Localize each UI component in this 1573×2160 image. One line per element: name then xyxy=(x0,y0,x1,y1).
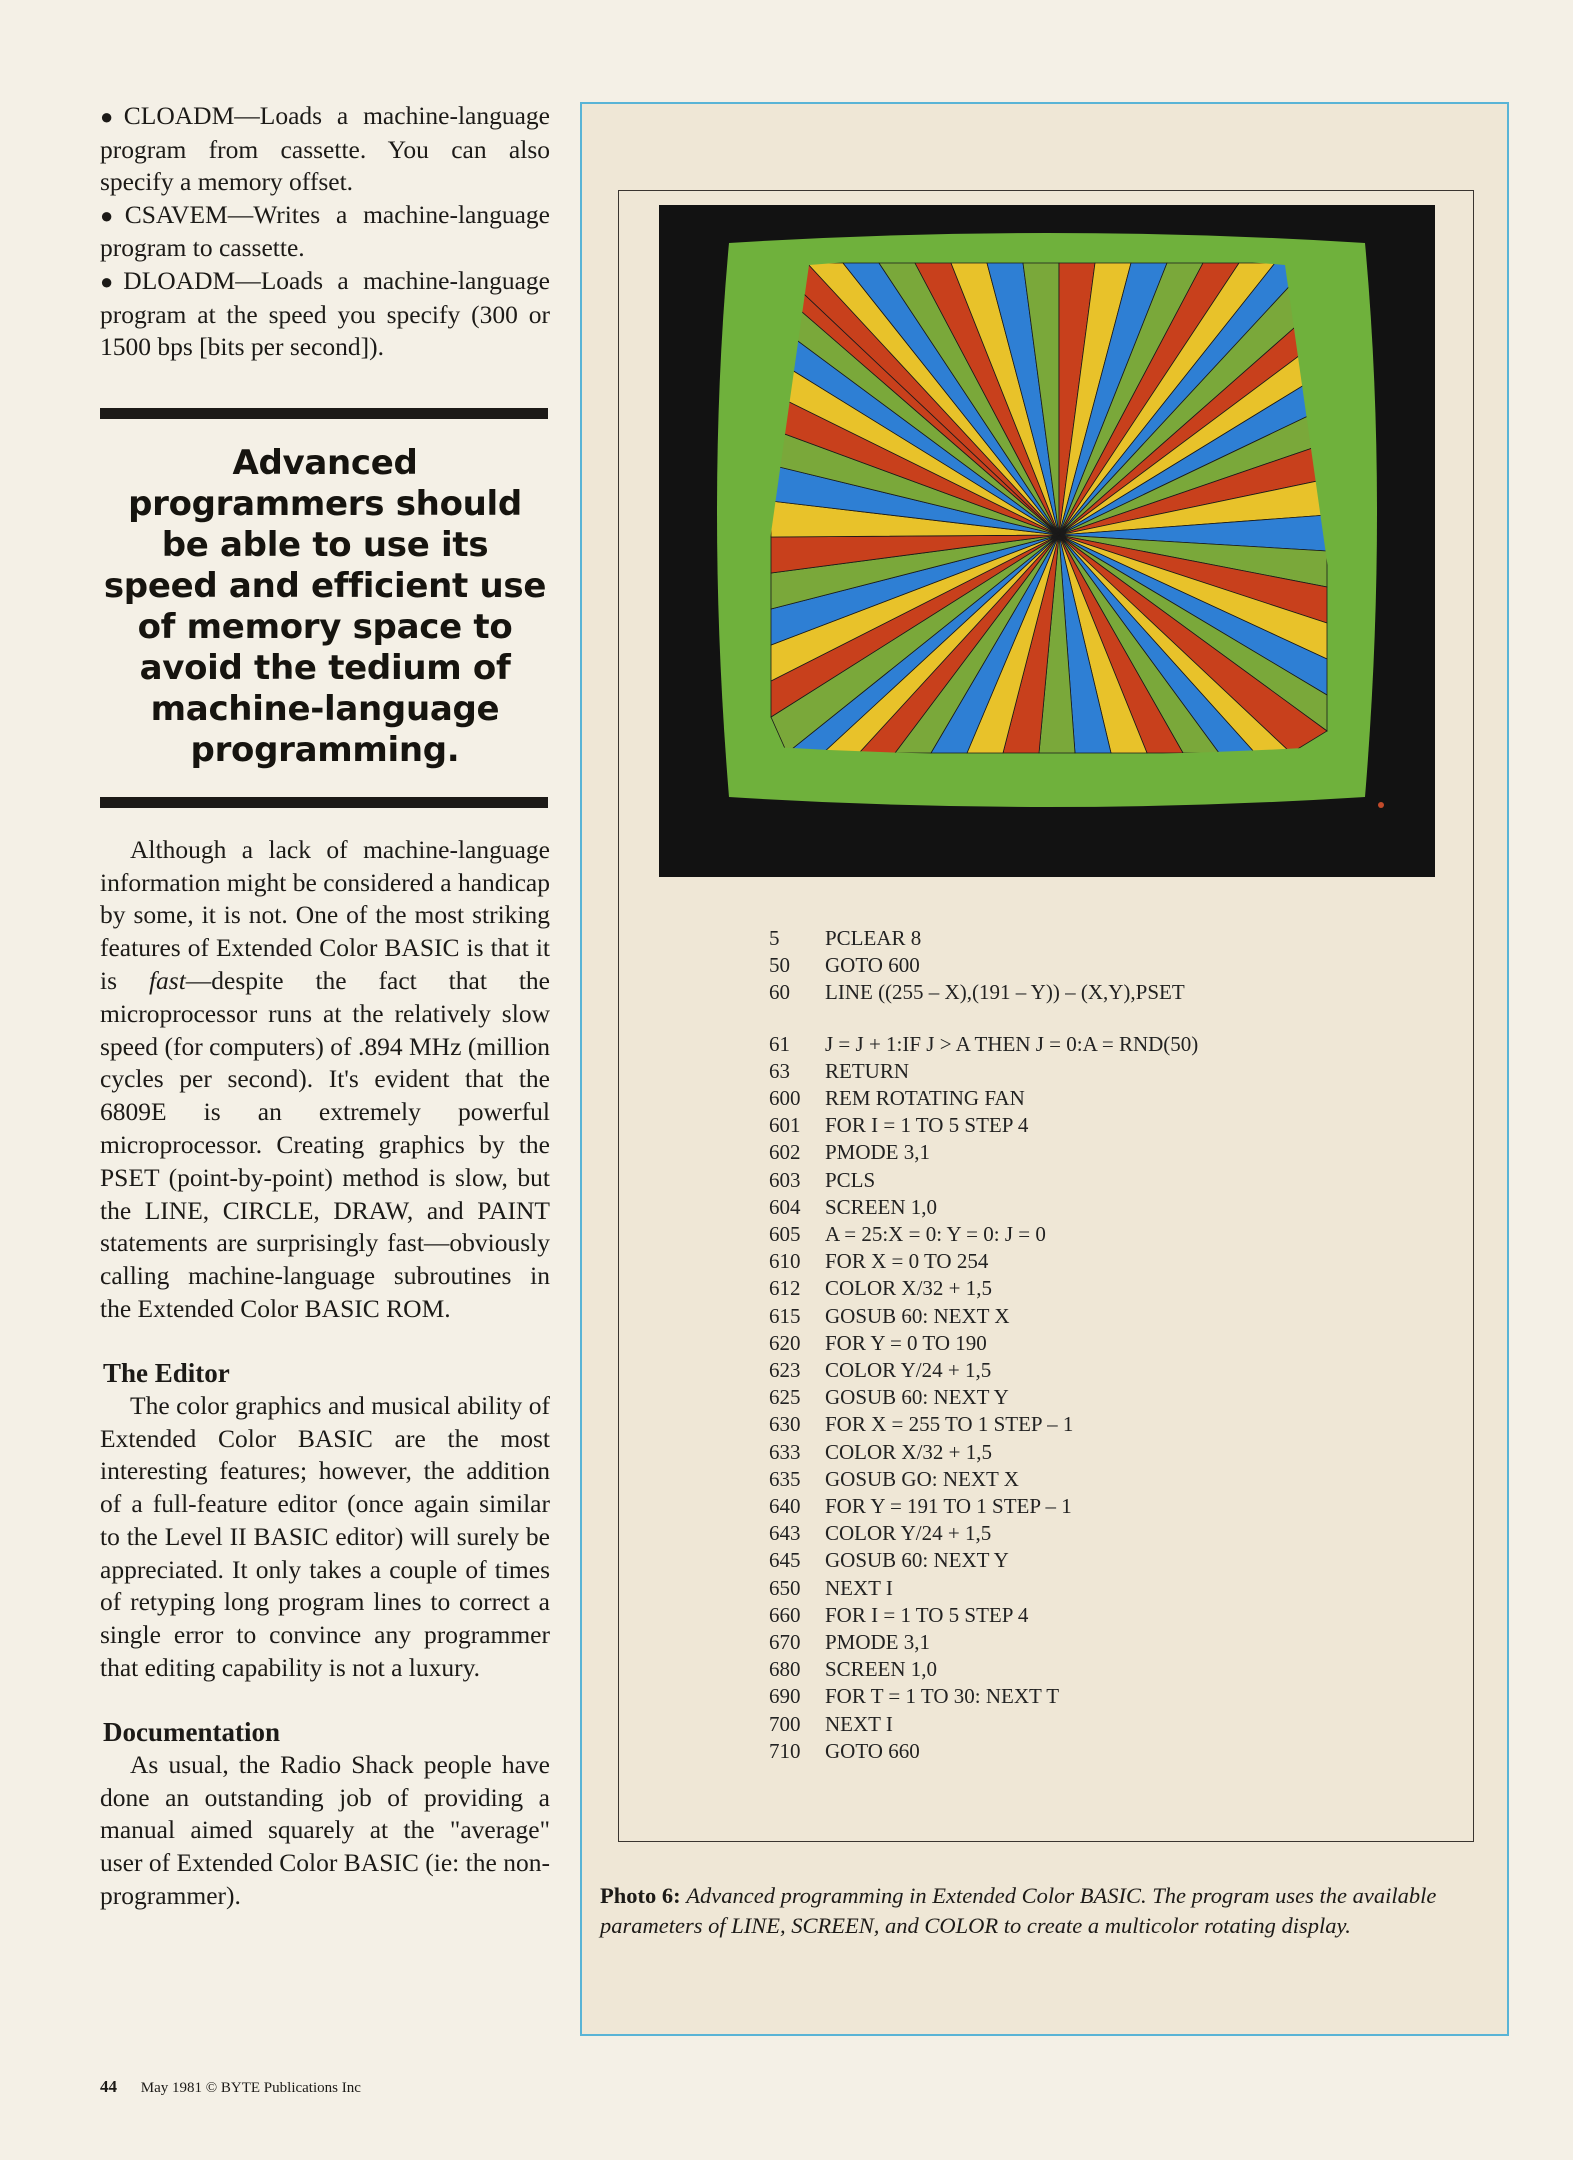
line-code: GOSUB 60: NEXT X xyxy=(825,1303,1010,1328)
line-number: 670 xyxy=(769,1630,801,1655)
listing-line xyxy=(769,1656,1198,1683)
listing-line xyxy=(769,1466,1198,1493)
line-number: 630 xyxy=(769,1412,801,1437)
listing-line xyxy=(769,1520,1198,1547)
line-code: GOSUB 60: NEXT Y xyxy=(825,1385,1009,1410)
line-number: 690 xyxy=(769,1684,801,1709)
line-number: 643 xyxy=(769,1521,801,1546)
left-column xyxy=(100,100,550,1913)
listing-line xyxy=(769,1711,1198,1738)
line-code: FOR I = 1 TO 5 STEP 4 xyxy=(825,1113,1029,1138)
line-code: REM ROTATING FAN xyxy=(825,1086,1025,1111)
listing-line xyxy=(769,1602,1198,1629)
listing-line xyxy=(769,1058,1198,1085)
listing-line xyxy=(769,1547,1198,1574)
listing-line xyxy=(769,1439,1198,1466)
listing-line xyxy=(769,1139,1198,1166)
listing-line xyxy=(769,1303,1198,1330)
line-code: GOTO 660 xyxy=(825,1738,920,1763)
line-code: J = J + 1:IF J > A THEN J = 0:A = RND(50) xyxy=(825,1031,1199,1056)
line-code: COLOR Y/24 + 1,5 xyxy=(825,1358,992,1383)
line-code: RETURN xyxy=(825,1058,909,1083)
line-number: 710 xyxy=(769,1738,801,1763)
bullet-csavem: ●CSAVEM—Writes a machine-language program to cassette. xyxy=(100,199,551,263)
line-number: 602 xyxy=(769,1140,801,1165)
line-code: SCREEN 1,0 xyxy=(825,1657,938,1682)
paragraph-editor: The color graphics and musical ability of Extended Color BASIC are the most interesting features; however, the addition of a full-feature editor (once again similar to the Level II BASIC editor) will surely be appreciated. It only takes a couple of times of retyping long program lines to correct a single error to convince any programmer that editing capability is not a luxury. xyxy=(100,1390,550,1683)
heading-editor: The Editor xyxy=(103,1357,230,1388)
line-number: 604 xyxy=(769,1194,801,1219)
screen-glint xyxy=(1378,802,1384,808)
listing-line xyxy=(769,1031,1198,1058)
listing-line xyxy=(769,1493,1198,1520)
listing-line xyxy=(769,1629,1198,1656)
heading-documentation: Documentation xyxy=(103,1716,280,1747)
line-code: COLOR X/32 + 1,5 xyxy=(825,1439,993,1464)
bullet-list xyxy=(100,100,550,364)
listing-line xyxy=(769,1112,1198,1139)
listing-line xyxy=(769,1575,1198,1602)
line-code: NEXT I xyxy=(825,1575,893,1600)
figure-caption xyxy=(600,1881,1490,1941)
listing-line xyxy=(769,1330,1198,1357)
listing-line xyxy=(769,1384,1198,1411)
fan-pattern xyxy=(771,263,1327,753)
listing-gap xyxy=(769,1007,1198,1031)
pullquote: Advanced programmers should be able to use its speed and efficient use of memory space to avoid the tedium of machine-language programming. xyxy=(103,442,547,770)
line-number: 680 xyxy=(769,1657,801,1682)
pullquote-bottom-rule xyxy=(100,797,548,808)
line-code: FOR I = 1 TO 5 STEP 4 xyxy=(825,1602,1029,1627)
listing-line xyxy=(769,952,1198,979)
line-code: GOSUB GO: NEXT X xyxy=(825,1466,1019,1491)
line-code: SCREEN 1,0 xyxy=(825,1194,938,1219)
emphasis-fast: fast xyxy=(148,965,186,995)
paragraph-speed: Although a lack of machine-language information might be considered a handicap by some, it is not. One of the most striking features of Extended Color BASIC is that it is fast—despite the fact that the microprocessor runs at the relatively slow speed (for computers) of .894 MHz (million cycles per second). It's evident that the 6809E is an extremely powerful microprocessor. Creating graphics by the PSET (point-by-point) method is slow, but the LINE, CIRCLE, DRAW, and PAINT statements are surprisingly fast—obviously calling machine-language subroutines in the Extended Color BASIC ROM. xyxy=(100,834,550,1323)
line-number: 5 xyxy=(769,926,780,950)
line-number: 615 xyxy=(769,1303,801,1328)
line-number: 50 xyxy=(769,953,790,978)
page-number: 44 xyxy=(100,2077,117,2096)
line-number: 635 xyxy=(769,1466,801,1491)
line-number: 612 xyxy=(769,1276,801,1301)
line-number: 625 xyxy=(769,1385,801,1410)
listing-line xyxy=(769,1357,1198,1384)
line-number: 601 xyxy=(769,1113,801,1138)
listing-line xyxy=(769,1194,1198,1221)
listing-line xyxy=(769,1411,1198,1438)
article-body xyxy=(100,834,550,1913)
line-number: 623 xyxy=(769,1358,801,1383)
line-code: FOR Y = 0 TO 190 xyxy=(825,1330,987,1355)
line-code: LINE ((255 – X),(191 – Y)) – (X,Y),PSET xyxy=(825,980,1185,1005)
listing-line xyxy=(769,1221,1198,1248)
line-code: GOTO 600 xyxy=(825,953,920,978)
line-number: 603 xyxy=(769,1167,801,1192)
line-number: 61 xyxy=(769,1031,790,1056)
figure-inner-frame xyxy=(618,190,1474,1842)
line-number: 640 xyxy=(769,1494,801,1519)
bullet-cloadm: ●CLOADM—Loads a machine-language program from cassette. You can also specify a memory offset. xyxy=(100,101,550,197)
pullquote-top-rule xyxy=(100,408,548,419)
line-number: 605 xyxy=(769,1222,801,1247)
bullet-dloadm: ●DLOADM—Loads a machine-language program at the speed you specify (300 or 1500 bps [bits per second]). xyxy=(100,265,550,362)
listing-line xyxy=(769,1167,1198,1194)
figure-box xyxy=(580,102,1509,2036)
line-code: A = 25:X = 0: Y = 0: J = 0 xyxy=(825,1222,1046,1247)
line-code: NEXT I xyxy=(825,1711,893,1736)
line-code: PMODE 3,1 xyxy=(825,1140,931,1165)
footer-credit: May 1981 © BYTE Publications Inc xyxy=(140,2080,361,2096)
line-number: 660 xyxy=(769,1602,801,1627)
paragraph-documentation: As usual, the Radio Shack people have done an outstanding job of providing a manual aimed squarely at the "average" user of Extended Color BASIC (ie: the non-programmer). xyxy=(100,1749,550,1911)
bullet-dot-icon: ● xyxy=(100,268,122,294)
line-number: 633 xyxy=(769,1439,801,1464)
line-code: FOR X = 0 TO 254 xyxy=(825,1249,989,1274)
line-number: 610 xyxy=(769,1249,801,1274)
listing-line xyxy=(769,1275,1198,1302)
program-listing xyxy=(769,925,1198,1765)
caption-text: Advanced programming in Extended Color BASIC. The program uses the available parameters of LINE, SCREEN, and COLOR to create a multicolor rotating display. xyxy=(600,1883,1437,1938)
line-number: 63 xyxy=(769,1058,790,1083)
listing-line xyxy=(769,1085,1198,1112)
crt-photo xyxy=(659,205,1435,877)
line-code: PCLS xyxy=(825,1167,876,1192)
line-code: COLOR X/32 + 1,5 xyxy=(825,1276,993,1301)
line-code: PMODE 3,1 xyxy=(825,1630,931,1655)
line-number: 700 xyxy=(769,1711,801,1736)
listing-line xyxy=(769,979,1198,1006)
line-code: FOR Y = 191 TO 1 STEP – 1 xyxy=(825,1494,1072,1519)
listing-line xyxy=(769,1248,1198,1275)
page-footer xyxy=(100,2077,361,2097)
caption-label: Photo 6: xyxy=(600,1883,681,1908)
line-code: FOR X = 255 TO 1 STEP – 1 xyxy=(825,1412,1074,1437)
listing-line xyxy=(769,925,1198,952)
line-code: PCLEAR 8 xyxy=(825,926,922,950)
rotating-fan-image xyxy=(659,205,1435,877)
line-code: GOSUB 60: NEXT Y xyxy=(825,1548,1009,1573)
line-code: FOR T = 1 TO 30: NEXT T xyxy=(825,1684,1060,1709)
bullet-dot-icon: ● xyxy=(100,202,123,228)
line-code: COLOR Y/24 + 1,5 xyxy=(825,1521,992,1546)
line-number: 620 xyxy=(769,1330,801,1355)
line-number: 645 xyxy=(769,1548,801,1573)
line-number: 600 xyxy=(769,1086,801,1111)
listing-line xyxy=(769,1683,1198,1710)
line-number: 650 xyxy=(769,1575,801,1600)
listing-line xyxy=(769,1738,1198,1765)
line-number: 60 xyxy=(769,980,790,1005)
bullet-dot-icon: ● xyxy=(100,104,122,129)
